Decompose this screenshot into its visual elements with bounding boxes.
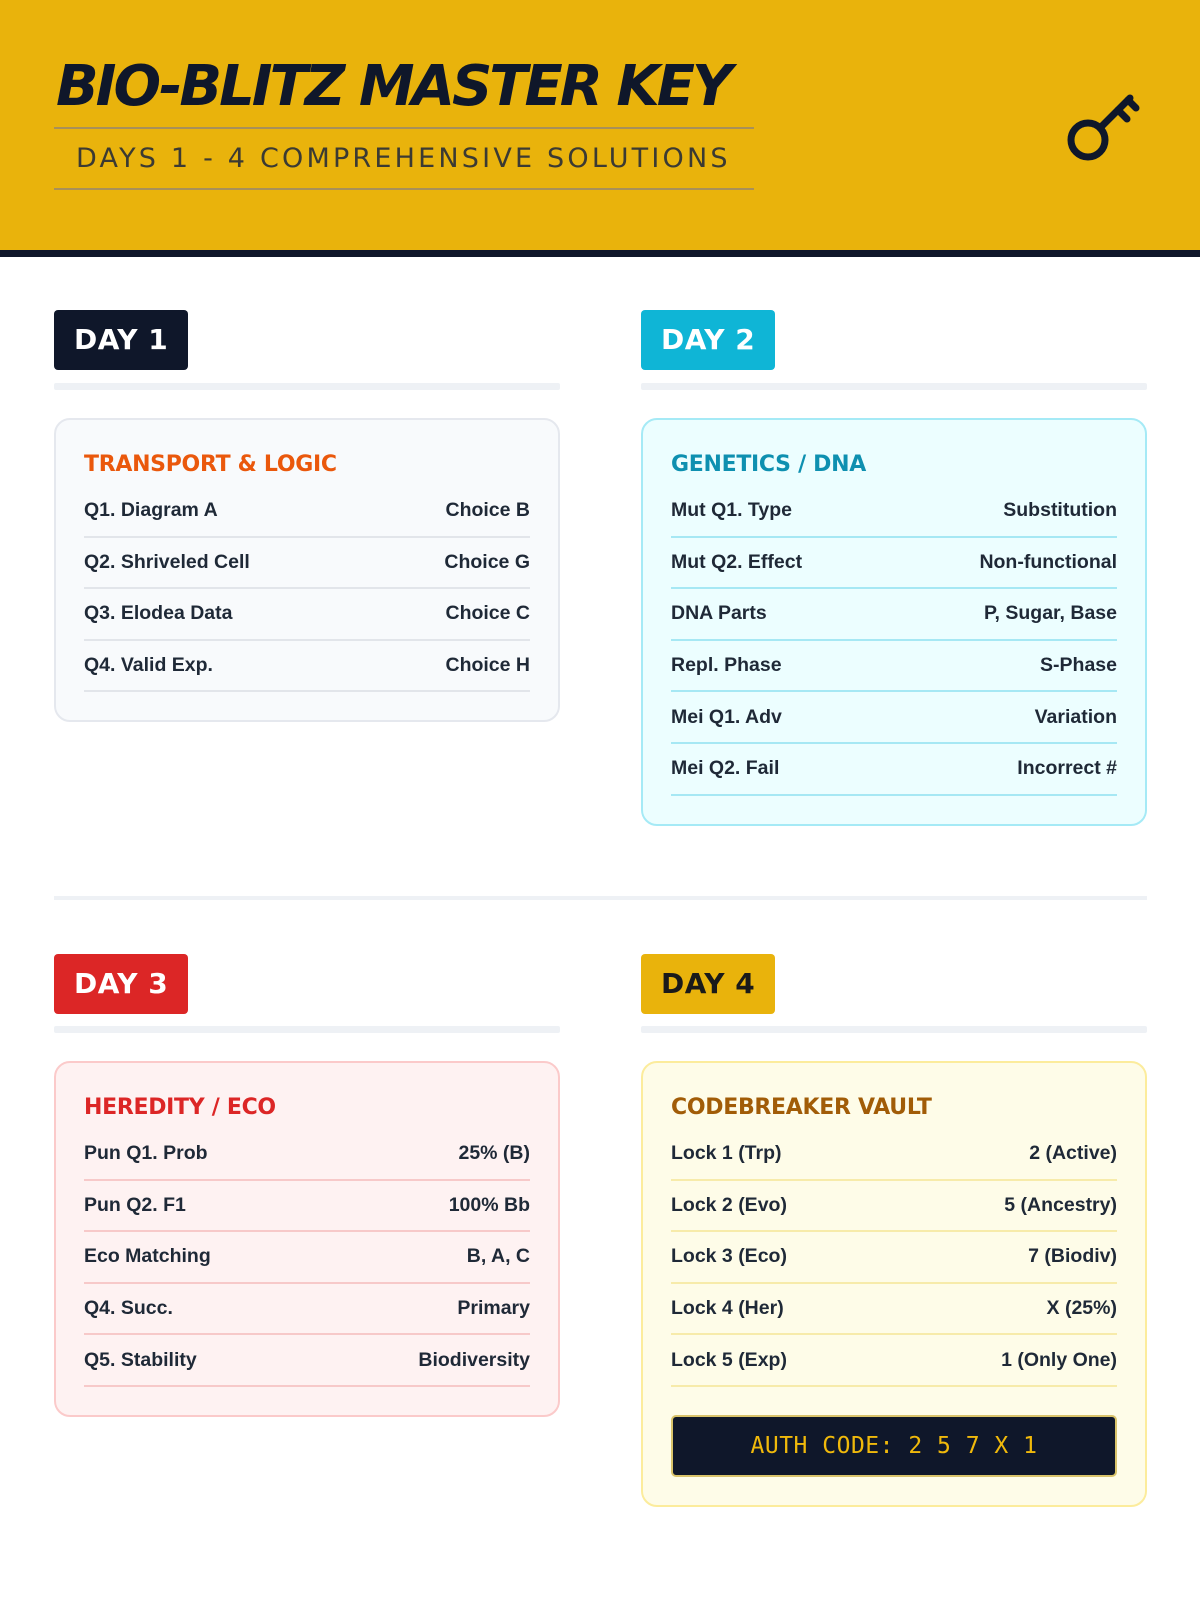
answer-row bbox=[671, 486, 1117, 538]
answer-row bbox=[671, 589, 1117, 641]
day-4-card-title: CODEBREAKER VAULT bbox=[671, 1095, 932, 1120]
answer-row bbox=[84, 1181, 530, 1233]
question-label: Q2. Shriveled Cell bbox=[84, 550, 250, 573]
answer-row bbox=[84, 1232, 530, 1284]
question-label: Q5. Stability bbox=[84, 1348, 197, 1371]
answer-row bbox=[671, 1181, 1117, 1233]
day-2-card-title: GENETICS / DNA bbox=[671, 452, 866, 477]
answer-row bbox=[671, 1284, 1117, 1336]
day-1-card-title: TRANSPORT & LOGIC bbox=[84, 452, 337, 477]
answer-value: Choice B bbox=[445, 499, 530, 522]
page-subtitle: DAYS 1 - 4 COMPREHENSIVE SOLUTIONS bbox=[76, 143, 731, 174]
question-label: Lock 1 (Trp) bbox=[671, 1142, 782, 1165]
day-1-card bbox=[54, 418, 560, 722]
question-label: Lock 5 (Exp) bbox=[671, 1348, 787, 1371]
page-title: BIO-BLITZ MASTER KEY bbox=[56, 54, 730, 119]
answer-row bbox=[671, 1335, 1117, 1387]
day-3-badge: DAY 3 bbox=[54, 954, 188, 1014]
day-4-divider bbox=[641, 1026, 1147, 1033]
day-2-divider bbox=[641, 383, 1147, 390]
answer-value: B, A, C bbox=[466, 1245, 530, 1268]
answer-row bbox=[671, 1129, 1117, 1181]
day-4-card bbox=[641, 1061, 1147, 1507]
header-banner bbox=[0, 0, 1200, 257]
auth-code-box: AUTH CODE: 2 5 7 X 1 bbox=[671, 1415, 1117, 1477]
answer-value: 1 (Only One) bbox=[1001, 1348, 1117, 1371]
day-3-card bbox=[54, 1061, 560, 1417]
question-label: Lock 4 (Her) bbox=[671, 1297, 784, 1320]
answer-row bbox=[671, 1232, 1117, 1284]
answer-row bbox=[84, 1335, 530, 1387]
answer-value: P, Sugar, Base bbox=[984, 602, 1117, 625]
answer-value: 100% Bb bbox=[448, 1193, 530, 1216]
question-label: DNA Parts bbox=[671, 602, 767, 625]
day-3-card-title: HEREDITY / ECO bbox=[84, 1095, 276, 1120]
answer-row bbox=[671, 538, 1117, 590]
day-1-badge: DAY 1 bbox=[54, 310, 188, 370]
answer-value: Choice C bbox=[445, 602, 530, 625]
answer-value: S-Phase bbox=[1040, 654, 1117, 677]
answer-value: Incorrect # bbox=[1017, 757, 1117, 780]
question-label: Mei Q1. Adv bbox=[671, 705, 782, 728]
subtitle-box bbox=[54, 127, 754, 190]
answer-value: 25% (B) bbox=[458, 1142, 530, 1165]
answer-row bbox=[84, 1284, 530, 1336]
question-label: Pun Q1. Prob bbox=[84, 1142, 208, 1165]
answer-value: Variation bbox=[1034, 705, 1117, 728]
answer-row bbox=[84, 589, 530, 641]
answer-row bbox=[671, 692, 1117, 744]
day-2-card bbox=[641, 418, 1147, 826]
answer-row bbox=[84, 1129, 530, 1181]
answer-value: 7 (Biodiv) bbox=[1028, 1245, 1117, 1268]
day-4-badge: DAY 4 bbox=[641, 954, 775, 1014]
answer-row bbox=[84, 486, 530, 538]
answer-value: Biodiversity bbox=[418, 1348, 530, 1371]
answer-value: 2 (Active) bbox=[1029, 1142, 1117, 1165]
question-label: Mut Q1. Type bbox=[671, 499, 792, 522]
answer-value: Choice G bbox=[444, 550, 530, 573]
answer-row bbox=[671, 744, 1117, 796]
day-3-divider bbox=[54, 1026, 560, 1033]
day-1-divider bbox=[54, 383, 560, 390]
question-label: Q4. Succ. bbox=[84, 1297, 173, 1320]
question-label: Mei Q2. Fail bbox=[671, 757, 780, 780]
answer-row bbox=[84, 538, 530, 590]
question-label: Repl. Phase bbox=[671, 654, 782, 677]
question-label: Eco Matching bbox=[84, 1245, 211, 1268]
answer-value: Choice H bbox=[445, 654, 530, 677]
question-label: Q1. Diagram A bbox=[84, 499, 218, 522]
answer-value: X (25%) bbox=[1046, 1297, 1117, 1320]
question-label: Q4. Valid Exp. bbox=[84, 654, 213, 677]
day-2-badge: DAY 2 bbox=[641, 310, 775, 370]
answer-row bbox=[84, 641, 530, 693]
answer-row bbox=[671, 641, 1117, 693]
question-label: Lock 3 (Eco) bbox=[671, 1245, 787, 1268]
answer-value: Substitution bbox=[1003, 499, 1117, 522]
section-divider bbox=[54, 896, 1147, 900]
answer-value: 5 (Ancestry) bbox=[1004, 1193, 1117, 1216]
key-icon bbox=[1066, 86, 1146, 166]
question-label: Pun Q2. F1 bbox=[84, 1193, 186, 1216]
answer-value: Non-functional bbox=[979, 550, 1117, 573]
answer-value: Primary bbox=[457, 1297, 530, 1320]
question-label: Lock 2 (Evo) bbox=[671, 1193, 787, 1216]
question-label: Mut Q2. Effect bbox=[671, 550, 803, 573]
question-label: Q3. Elodea Data bbox=[84, 602, 233, 625]
